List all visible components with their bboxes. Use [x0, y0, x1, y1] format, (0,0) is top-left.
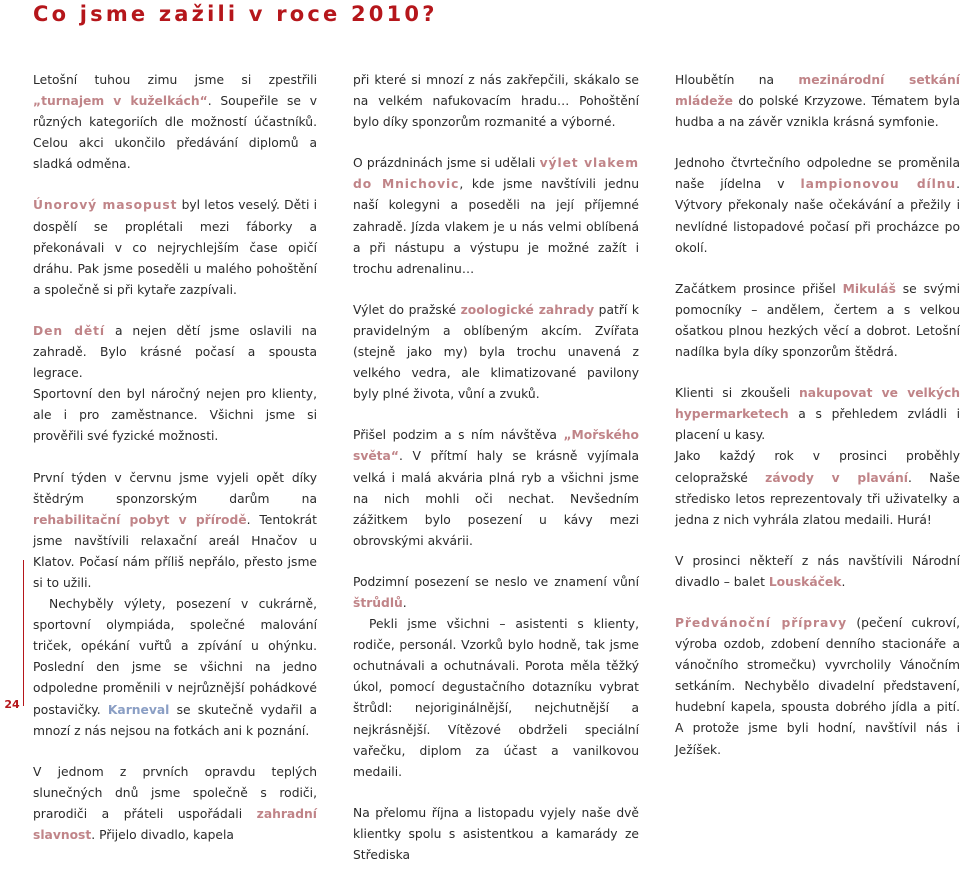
text: Nechyběly výlety, posezení v cukrárně, sportovní olympiáda, společné malování triček, opékání vuřtů a zpívání u ohýnku. Poslední den jsme se všichni na jedno odpoledne proměnili v nejrůznější pohádkové postavičky. [33, 597, 317, 717]
page-number: 24 [4, 698, 20, 711]
text: Jednoho čtvrtečního odpoledne se proměnila naše jídelna v [675, 156, 960, 192]
text: . Naše středisko letos reprezentovaly tři uživatelky a jedna z nich vyhrála zlatou medaili. Hurá! [675, 470, 960, 527]
text: První týden v červnu jsme vyjeli opět díky štědrým sponzorským darům na [33, 470, 317, 506]
text: Klienti si zkoušeli [675, 386, 800, 401]
paragraph-vanoce [675, 613, 960, 761]
text: patří k pravidelným a oblíbeným akcím. Zvířata (stejně jako my) byla trochu unavená z velkého vedra, ale klimatizované pavilony byly plné života, vůní a zvuků. [353, 302, 639, 402]
text: . Výtvory překonaly naše očekávání a přežily i nevlídné listopadové počasí při procházce po okolí. [675, 177, 960, 255]
highlight-lampiony: lampionovou dílnu [800, 177, 957, 192]
highlight-nakupy: nakupovat ve velkých hypermarketech [675, 386, 960, 422]
paragraph-mikulas [675, 279, 960, 363]
text: se svými pomocníky – andělem, čertem a s velkou ošatkou plnou hezkých věcí a dobrot. Letošní nadílka byla díky sponzorům štědrá. [675, 281, 960, 360]
highlight-pobyt: rehabilitační pobyt v přírodě [33, 512, 247, 527]
paragraph-plavani [675, 446, 960, 530]
text: , kde jsme navštívili jednu naší kolegyni a poseděli na její příjemné zahradě. Jízda vlakem je u nás velmi oblíbená a při nástupu a výstupu je možné zažít i trochu adrenalinu… [353, 177, 639, 276]
highlight-setkani: mezinárodní setkání mládeže [675, 73, 960, 109]
text: do polské Krzyzowe. Tématem byla hudba a na závěr vznikla krásná symfonie. [675, 94, 960, 130]
text: byl letos veselý. Děti i dospělí se proplétali mezi fáborky a překonávali v co nejrychlejším čase opičí dráhu. Pak jsme poseděli u malého pohoštění a společně si při kytaře zazpívali. [33, 198, 317, 297]
text: Hloubětín na [675, 73, 799, 87]
margin-rule [23, 560, 24, 706]
highlight-mikulas: Mikuláš [842, 281, 896, 296]
text: . [841, 574, 846, 589]
text: Letošní tuhou zimu jsme si zpestřili [33, 73, 317, 87]
paragraph-pekli: Pekli jsme všichni – asistenti s klienty, rodiče, personál. Vzorků bylo hodně, tak jsme ochutnávali a ochutnávali. Porota měla těžký úkol, pomocí degustačního dotazníku vybrat štrůdl: nejoriginálnější, nejchutnější a nejkrásnější. Vítězové obdrželi speciální vařečku, diplom za účast a vanilkovou medaili. [353, 617, 639, 779]
highlight-morsky-svet: „Mořského světa“ [353, 428, 639, 464]
paragraph-hrad: při které si mnozí z nás zakřepčili, skákalo se na velkém nafukovacím hradu… Pohoštění bylo díky sponzorům rozmanité a výborné. [353, 73, 639, 130]
text: V prosinci někteří z nás navštívili Národní divadlo – balet [675, 553, 960, 589]
text: se skutečně vydařil a mnozí z nás nejsou na fotkách ani k poznání. [33, 702, 317, 738]
paragraph-masopust [33, 195, 317, 300]
text: Výlet do pražské [353, 302, 461, 317]
text: . V přítmí haly se krásně vyjímala velká i malá akvária plná ryb a všichni jsme na nich mohli oči nechat. Nevšedním zážitkem bylo posezení u kávy mezi obrovskými akvárii. [353, 449, 639, 548]
highlight-vylet-vlakem: výlet vlakem do Mnichovic [353, 156, 640, 192]
paragraph-rehabilitace [33, 468, 317, 595]
paragraph-den-deti [33, 321, 317, 384]
text: Začátkem prosince přišel [675, 281, 843, 296]
paragraph-slavnost [33, 762, 317, 846]
column-2 [353, 70, 639, 886]
text: a nejen dětí jsme oslavili na zahradě. Bylo krásné počasí a spousta legrace. [33, 323, 317, 381]
text: O prázdninách jsme si udělali [353, 156, 540, 171]
text: Podzimní posezení se neslo ve znamení vůní [353, 574, 639, 589]
highlight-vanoce: Předvánoční přípravy [675, 615, 847, 630]
paragraph-lampiony [675, 153, 960, 258]
text: V jednom z prvních opravdu teplých slunečných dnů jsme společně s rodiči, prarodiči a přáteli uspořádali [33, 764, 317, 821]
page-title: Co jsme zažili v roce 2010? [33, 2, 438, 26]
paragraph-nakupy [675, 383, 960, 446]
text: . [402, 595, 407, 610]
paragraph-sportovni-den: Sportovní den byl náročný nejen pro klienty, ale i pro zaměstnance. Všichni jsme si prověřili své fyzické možnosti. [33, 387, 317, 444]
text: a s přehledem zvládli i placení u kasy. [675, 407, 960, 443]
paragraph-setkani [675, 70, 960, 133]
text: Přišel podzim a s ním návštěva [353, 428, 564, 443]
text: . Přijelo divadlo, kapela [91, 828, 234, 842]
highlight-den-deti: Den dětí [33, 323, 106, 338]
paragraph-divadlo [675, 551, 960, 593]
column-1 [33, 70, 317, 866]
paragraph-podzim [353, 572, 639, 614]
paragraph-kuzelky [33, 70, 317, 175]
paragraph-vylet-vlakem [353, 153, 639, 280]
text: . Tentokrát jsme navštívili relaxační areál Hnačov u Klatov. Počasí nám příliš nepřálo, přesto jsme si to užili. [33, 512, 317, 590]
highlight-slavnost: zahradní slavnost [33, 806, 317, 842]
paragraph-rijen: Na přelomu října a listopadu vyjely naše dvě klientky spolu s asistentkou a kamarády ze Střediska [353, 805, 639, 862]
highlight-zoo: zoologické zahrady [460, 302, 595, 317]
highlight-louskacek: Louskáček [768, 574, 842, 589]
paragraph-karneval [33, 594, 317, 742]
column-3 [675, 70, 960, 781]
text: (pečení cukroví, výroba ozdob, zdobení denního stacionáře a vánočního stromečku) vyvrcholily Vánočním setkáním. Nechybělo divadelní představení, hudební kapela, spousta dobrého jídla a pití. A protože jsme byli hodní, navštívil nás i Ježíšek. [675, 615, 960, 757]
highlight-strudl: štrůdlů [353, 595, 403, 610]
text: . Soupeřile se v různých kategoriích dle možností účastníků. Celou akci ukončilo předávání diplomů a sladká odměna. [33, 94, 317, 172]
paragraph-zoo [353, 300, 639, 405]
paragraph-morsky-svet [353, 425, 639, 552]
text: Jako každý rok v prosinci proběhly celopražské [675, 449, 960, 485]
highlight-plavani: závody v plavání [765, 470, 908, 485]
highlight-masopust: Únorový masopust [33, 198, 178, 213]
highlight-karneval: Karneval [107, 702, 170, 717]
highlight-turnaj: „turnajem v kuželkách“ [33, 94, 208, 109]
